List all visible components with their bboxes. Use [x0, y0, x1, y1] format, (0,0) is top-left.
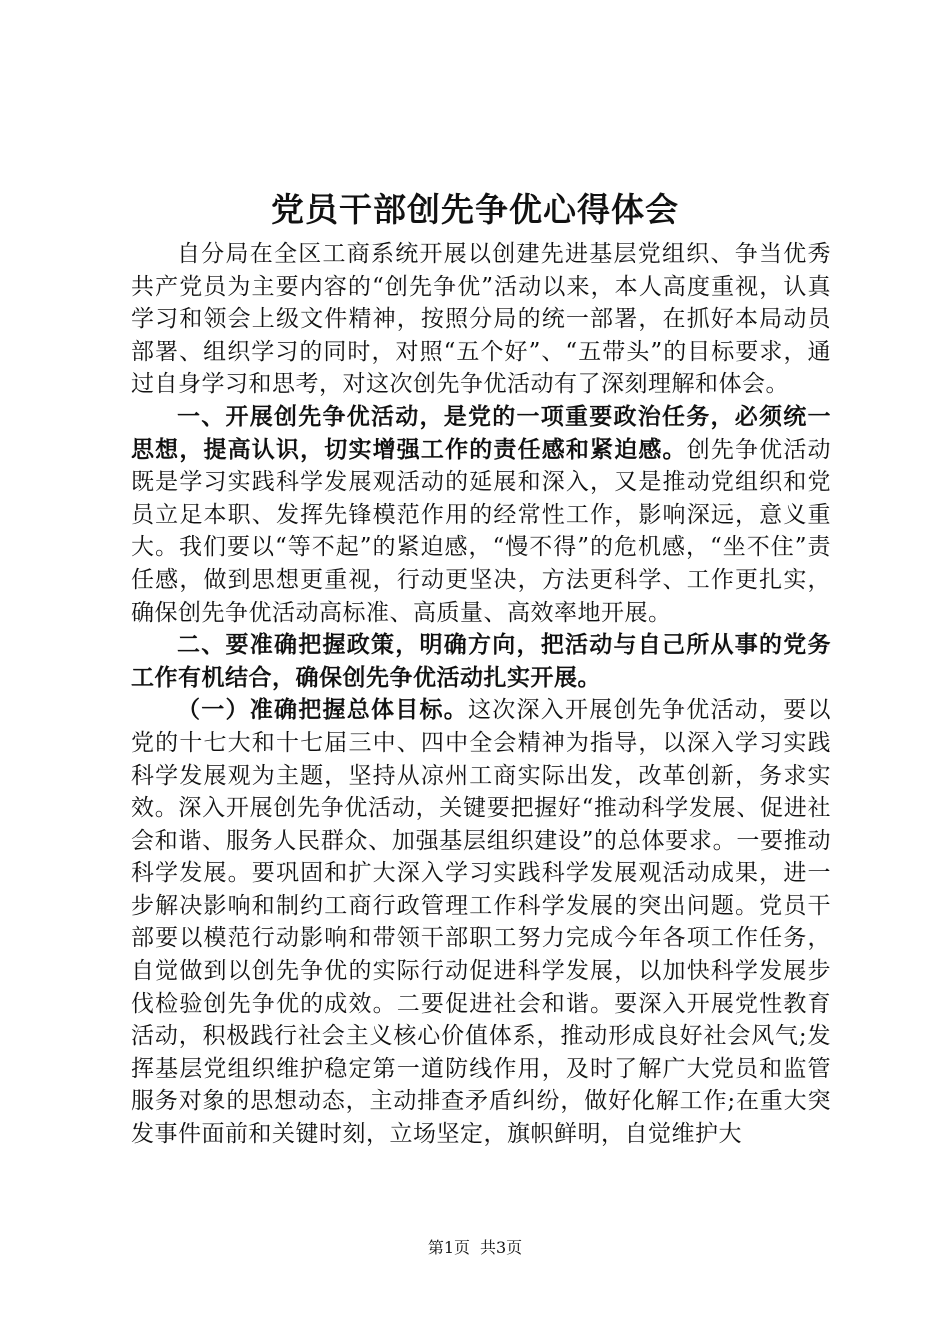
- paragraph-lead: 一、开展创先争优活动，是党的一项重要政治任务，必须统一思想，提高认识，切实增强工作的责任感和紧迫感。: [131, 403, 831, 463]
- page-footer: [0, 1238, 950, 1258]
- page-number: 第1页: [427, 1238, 470, 1257]
- paragraph-text: 这次深入开展创先争优活动，要以党的十七大和十七届三中、四中全会精神为指导，以深入学习实践科学发展观为主题，坚持从凉州工商实际出发，改革创新，务求实效。深入开展创先争优活动，关键要把握好“推动科学发展、促进社会和谐、服务人民群众、加强基层组织建设”的总体要求。一要推动科学发展。要巩固和扩大深入学习实践科学发展观活动成果，进一步解决影响和制约工商行政管理工作科学发展的突出问题。党员干部要以模范行动影响和带领干部职工努力完成今年各项工作任务，自觉做到以创先争优的实际行动促进科学发展，以加快科学发展步伐检验创先争优的成效。二要促进社会和谐。要深入开展党性教育活动，积极践行社会主义核心价值体系，推动形成良好社会风气;发挥基层党组织维护稳定第一道防线作用，及时了解广大党员和监管服务对象的思想动态，主动排查矛盾纠纷，做好化解工作;在重大突发事件面前和关键时刻，立场坚定，旗帜鲜明，自觉维护大: [131, 697, 831, 1148]
- paragraph-intro: [131, 238, 831, 401]
- paragraph-lead: 二、要准确把握政策，明确方向，把活动与自己所从事的党务工作有机结合，确保创先争优活动扎实开展。: [131, 632, 831, 691]
- paragraph-section-one: [131, 401, 831, 629]
- page-total: 共3页: [480, 1238, 523, 1257]
- document-title: 党员干部创先争优心得体会: [271, 190, 679, 229]
- paragraph-text: 自分局在全区工商系统开展以创建先进基层党组织、争当优秀共产党员为主要内容的“创先争优”活动以来，本人高度重视，认真学习和领会上级文件精神，按照分局的统一部署，在抓好本局动员部署、组织学习的同时，对照“五个好”、“五带头”的目标要求，通过自身学习和思考，对这次创先争优活动有了深刻理解和体会。: [131, 241, 831, 398]
- document-body: [131, 238, 831, 1151]
- paragraph-subsection-one: [131, 694, 831, 1150]
- paragraph-text: 创先争优活动既是学习实践科学发展观活动的延展和深入，又是推动党组织和党员立足本职、发挥先锋模范作用的经常性工作，影响深远，意义重大。我们要以“等不起”的紧迫感，“慢不得”的危机感，“坐不住”责任感，做到思想更重视，行动更坚决，方法更科学、工作更扎实，确保创先争优活动高标准、高质量、高效率地开展。: [131, 436, 832, 626]
- paragraph-section-two: [131, 629, 831, 694]
- paragraph-lead: （一）准确把握总体目标。: [177, 697, 468, 724]
